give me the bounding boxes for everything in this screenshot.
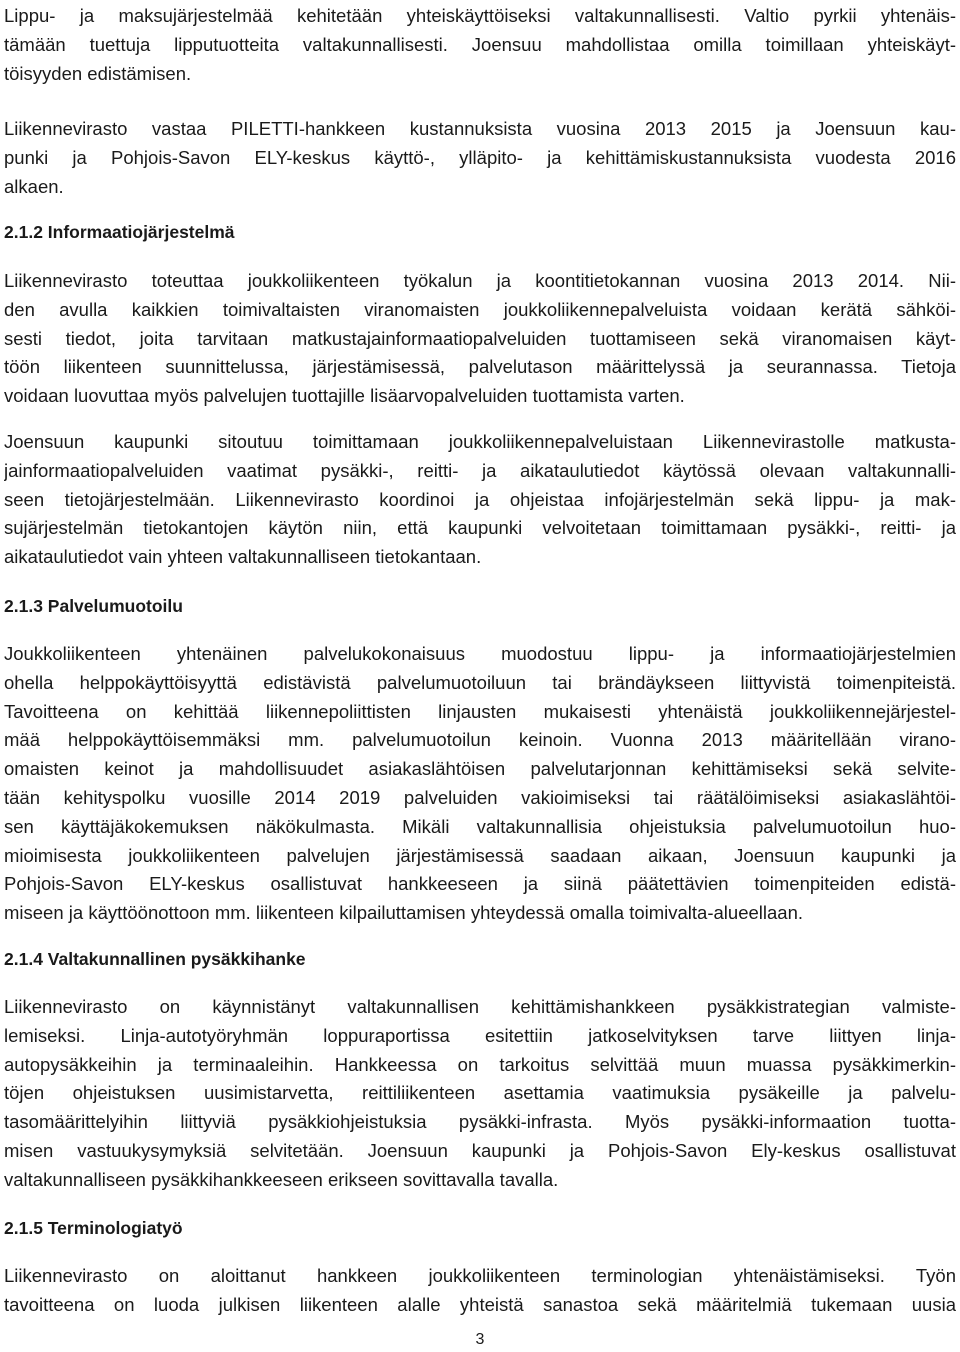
text-line: ohella helppokäyttöisyyttä edistävistä palvelumuotoiluun tai brändäykseen liittyvistä toimenpiteistä. <box>4 671 956 693</box>
section-heading-terminologiatyo: 2.1.5 Terminologiatyö <box>4 1218 183 1238</box>
text-line: tään kehityspolku vuosille 2014 2019 palveluiden vakioimiseksi tai räätälöimiseksi asiakaslähtöi- <box>4 786 956 808</box>
section-heading-pysakkihanke: 2.1.4 Valtakunnallinen pysäkkihanke <box>4 949 306 969</box>
text-line: sujärjestelmän tietokantojen käytön niin, että kaupunki velvoitetaan toimittamaan pysäkki-, reitti- ja <box>4 517 956 539</box>
text-line: aikataulutiedot vain yhteen valtakunnalliseen tietokantaan. <box>4 546 482 568</box>
paragraph-piletti-costs <box>4 115 956 201</box>
paragraph-terminology <box>4 1262 956 1320</box>
text-line: Lippu- ja maksujärjestelmää kehitetään yhteiskäyttöiseksi valtakunnallisesti. Valtio pyrkii yhtenäis- <box>4 5 956 26</box>
text-line: mää helppokäyttöisemmäksi mm. palvelumuotoilun keinoin. Vuonna 2013 määritellään virano- <box>4 729 956 751</box>
paragraph-joensuu-commitment <box>4 428 956 572</box>
text-line: voidaan luovuttaa myös palvelujen tuottajille lisäarvopalveluiden tuottamista varten. <box>4 385 685 407</box>
section-heading-informaatiojarjestelma: 2.1.2 Informaatiojärjestelmä <box>4 222 235 242</box>
text-line: lemiseksi. Linja-autotyöryhmän loppuraportissa esitettiin jatkoselvityksen tarve liittyen linja- <box>4 1024 956 1046</box>
text-line: punki ja Pohjois-Savon ELY-keskus käyttö-, ylläpito- ja kehittämiskustannuksista vuodesta 2016 <box>4 146 956 168</box>
page-number: 3 <box>475 1331 485 1348</box>
text-line: alkaen. <box>4 175 64 197</box>
text-line: Tavoitteena on kehittää liikennepoliittisten linjausten mukaisesti yhtenäistä joukkoliikennejärjestel- <box>4 700 956 722</box>
text-line: tämään tuettuja lipputuotteita valtakunnallisesti. Joensuu mahdollistaa omilla toimillaan yhteiskäyt- <box>4 33 956 55</box>
text-line: Pohjois-Savon ELY-keskus osallistuvat hankkeeseen ja siinä päätettävien toimenpiteiden edistä- <box>4 873 956 895</box>
text-line: sesti tiedot, joita tarvitaan matkustajainformaatiopalveluiden tuottamiseen sekä viranomaisen käyt- <box>4 327 956 349</box>
text-line: autopysäkkeihin ja terminaaleihin. Hankkeessa on tarkoitus selvittää muun muassa pysäkkimerkin- <box>4 1053 956 1075</box>
text-line: sen käyttäjäkokemuksen näkökulmasta. Mikäli valtakunnallisia ohjeistuksia palvelumuotoilun huo- <box>4 815 956 837</box>
text-line: Joukkoliikenteen yhtenäinen palvelukokonaisuus muodostuu lippu- ja informaatiojärjestelmien <box>4 643 956 664</box>
text-line: töjen ohjeistuksen uusimistarvetta, reittiliikenteen asettamia vaatimuksia pysäkeille ja palvelu- <box>4 1082 956 1104</box>
text-line: Liikennevirasto vastaa PILETTI-hankkeen kustannuksista vuosina 2013 2015 ja Joensuun kau- <box>4 118 956 139</box>
text-line: Liikennevirasto toteuttaa joukkoliikenteen työkalun ja koontitietokannan vuosina 2013 2014. Nii- <box>4 270 956 291</box>
text-line: miseen ja käyttöönottoon mm. liikenteen kilpailuttamisen yhteydessä omalla toimivalta-alueellaan. <box>4 902 803 924</box>
paragraph-service-design <box>4 640 956 928</box>
text-line: tavoitteena on luoda julkisen liikenteen alalle yhteistä sanastoa sekä määritelmiä tukemaan uusia <box>4 1293 956 1315</box>
paragraph-ticketing-system <box>4 2 956 88</box>
text-line: Liikennevirasto on aloittanut hankkeen joukkoliikenteen terminologian yhtenäistämiseksi. Työn <box>4 1265 956 1286</box>
text-line: töisyyden edistämisen. <box>4 62 192 84</box>
text-line: omaisten keinot ja mahdollisuudet asiakaslähtöisen palvelutarjonnan kehittämiseksi sekä selvite- <box>4 758 956 780</box>
text-line: misen vastuukysymyksiä selvitetään. Joensuun kaupunki ja Pohjois-Savon Ely-keskus osallistuvat <box>4 1139 956 1161</box>
text-line: seen tietojärjestelmään. Liikennevirasto koordinoi ja ohjeistaa infojärjestelmän sekä lippu- ja mak- <box>4 488 956 510</box>
paragraph-bus-stop-project <box>4 993 956 1195</box>
text-line: Liikennevirasto on käynnistänyt valtakunnallisen kehittämishankkeen pysäkkistrategian valmiste- <box>4 996 956 1017</box>
text-line: Joensuun kaupunki sitoutuu toimittamaan joukkoliikennepalveluistaan Liikennevirastolle matkusta- <box>4 431 956 452</box>
text-line: tasomäärittelyihin liittyviä pysäkkiohjeistuksia pysäkki-infrasta. Myös pysäkki-informaation tuotta- <box>4 1111 956 1133</box>
section-heading-palvelumuotoilu: 2.1.3 Palvelumuotoilu <box>4 596 183 616</box>
text-line: valtakunnalliseen pysäkkihankkeeseen erikseen sovittavalla tavalla. <box>4 1168 559 1190</box>
paragraph-information-system <box>4 267 956 411</box>
text-line: töön liikenteen suunnittelussa, järjestämisessä, palvelutason määrittelyssä ja seurannassa. Tietoja <box>4 356 956 378</box>
text-line: jainformaatiopalveluiden vaatimat pysäkki-, reitti- ja aikataulutiedot käytössä olevaan valtakunnalli- <box>4 459 956 481</box>
text-line: den avulla kaikkien toimivaltaisten viranomaisten joukkoliikennepalveluista voidaan kerätä sähköi- <box>4 298 956 320</box>
text-line: mioimisesta joukkoliikenteen palvelujen järjestämisessä saadaan aikaan, Joensuun kaupunki ja <box>4 844 956 866</box>
